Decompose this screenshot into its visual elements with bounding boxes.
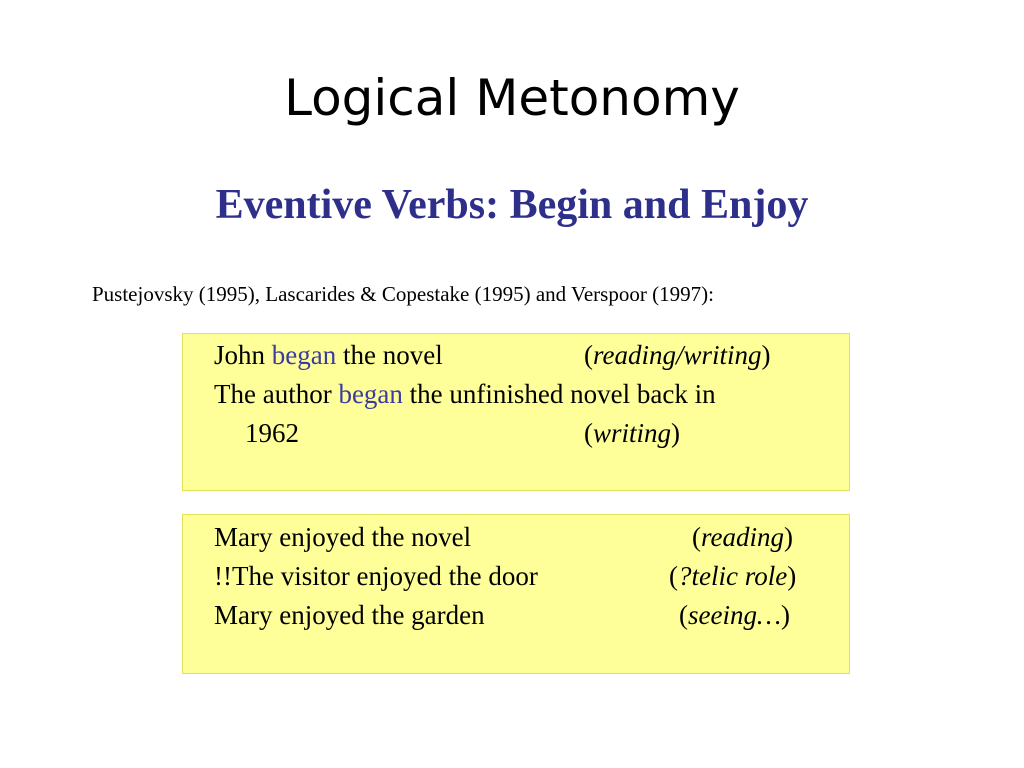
example-gloss: (seeing…)	[679, 600, 790, 630]
slide-subtitle: Eventive Verbs: Begin and Enjoy	[215, 182, 809, 228]
example-gloss: (reading/writing)	[584, 340, 771, 370]
example-gloss: (?telic role)	[669, 561, 797, 591]
example-line: !!The visitor enjoyed the door	[214, 561, 538, 591]
example-line: 1962	[245, 418, 299, 448]
example-line: Mary enjoyed the novel	[214, 522, 472, 552]
example-line: John began the novel	[214, 340, 443, 370]
example-box-enjoy	[182, 514, 850, 674]
example-box-begin	[182, 333, 850, 491]
highlighted-verb: began	[338, 379, 403, 409]
example-line: The author began the unfinished novel back in	[214, 379, 716, 409]
highlighted-verb: began	[271, 340, 337, 370]
citation-text: Pustejovsky (1995), Lascarides & Copestake (1995) and Verspoor (1997):	[92, 282, 714, 306]
example-gloss: (writing)	[584, 418, 681, 448]
slide-title: Logical Metonomy	[284, 69, 740, 127]
example-line: Mary enjoyed the garden	[214, 600, 485, 630]
example-gloss: (reading)	[692, 522, 793, 552]
